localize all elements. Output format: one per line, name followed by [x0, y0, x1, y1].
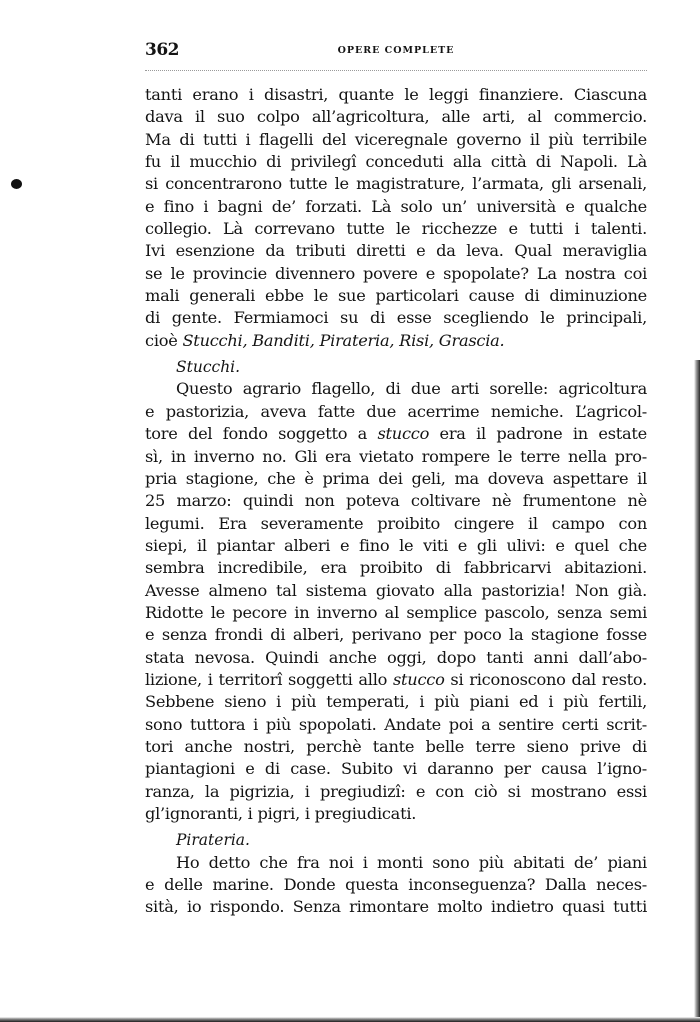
text-line: Ho detto che fra noi i monti sono più abitati de’ piani	[176, 852, 647, 872]
text-line: mali generali ebbe le sue particolari cause di diminuzione	[145, 286, 647, 306]
text-line: e senza frondi di alberi, perivano per poco la stagione fosse	[145, 625, 647, 645]
text-line: sono tuttora i più spopolati. Andate poi a sentire certi scrit-	[145, 714, 647, 734]
page-edge-shadow-right	[694, 360, 700, 1022]
text-line: stata nevosa. Quindi anche oggi, dopo tanti anni dall’abo-	[145, 647, 647, 667]
running-header	[145, 40, 647, 64]
text-line: ranza, la pigrizia, i pregiudizî: e con ciò si mostrano essi	[145, 781, 647, 801]
text-line: tanti erano i disastri, quante le leggi finanziere. Ciascuna	[145, 85, 647, 104]
text-line: tori anche nostri, perchè tante belle terre sieno prive di	[145, 736, 647, 756]
text-fragment: cioè	[145, 330, 183, 350]
text-line: Questo agrario flagello, di due arti sorelle: agricoltura	[176, 379, 647, 399]
text-line: se le provincie divennero povere e spopolate? La nostra coi	[145, 263, 647, 283]
text-line: sì, in inverno no. Gli era vietato rompere le terre nella pro-	[145, 446, 647, 466]
italic-list: Stucchi, Banditi, Pirateria, Risi, Grascia.	[182, 330, 505, 350]
section-heading-pirateria: Pirateria.	[176, 831, 250, 850]
italic-term: stucco	[377, 424, 430, 444]
text-line: dava il suo colpo all’agricoltura, alle arti, al commercio.	[145, 107, 647, 127]
italic-term: stucco	[392, 669, 445, 689]
section-pirateria	[145, 829, 647, 918]
text-line: si concentrarono tutte le magistrature, l’armata, gli arsenali,	[145, 174, 647, 194]
text-fragment: era il padrone in estate	[429, 424, 647, 444]
text-line: sembra incredibile, era proibito di fabbricarvi abitazioni.	[145, 558, 647, 578]
text-line	[145, 423, 647, 445]
text-line: sità, io rispondo. Senza rimontare molto indietro quasi tutti	[145, 897, 647, 917]
text-line: Ivi esenzione da tributi diretti e da leva. Qual meraviglia	[145, 241, 647, 261]
text-fragment: lizione, i territorî soggetti allo	[145, 669, 393, 689]
body-text	[145, 84, 647, 919]
text-line: 25 marzo: quindi non poteva coltivare nè frumentone nè	[145, 491, 647, 511]
text-line: piantagioni e di case. Subito vi daranno per causa l’igno-	[145, 759, 647, 779]
ink-blot	[11, 179, 22, 189]
text-line: Avesse almeno tal sistema giovato alla pastorizia! Non già.	[145, 580, 647, 600]
running-title: OPERE COMPLETE	[337, 45, 455, 56]
text-line: e pastorizia, aveva fatte due acerrime nemiche. L’agricol-	[145, 401, 647, 421]
text-fragment: tore del fondo soggetto a	[145, 424, 378, 444]
page-number: 362	[145, 40, 179, 60]
section-heading-stucchi: Stucchi.	[176, 358, 241, 377]
text-line: Sebbene sieno i più temperati, i più piani ed i più fertili,	[145, 692, 647, 712]
text-line: collegio. Là correvano tutte le ricchezze e tutti i talenti.	[145, 219, 647, 239]
text-fragment: si riconoscono dal resto.	[444, 669, 647, 689]
text-line: fu il mucchio di privilegî conceduti alla città di Napoli. Là	[145, 152, 647, 172]
page-edge-shadow-bottom	[0, 1017, 700, 1022]
text-line: Ma di tutti i flagelli del viceregnale governo il più terribile	[145, 129, 647, 149]
text-line: legumi. Era severamente proibito cingere il campo con	[145, 513, 647, 533]
text-line	[145, 330, 647, 352]
text-line: pria stagione, che è prima dei geli, ma doveva aspettare il	[145, 468, 647, 488]
paragraph-opening	[145, 84, 647, 352]
text-line: siepi, il piantar alberi e fino le viti e gli ulivi: e quel che	[145, 535, 647, 555]
text-line: Ridotte le pecore in inverno al semplice pascolo, senza semi	[145, 602, 647, 622]
text-line: di gente. Fermiamoci su di esse scegliendo le principali,	[145, 308, 647, 328]
text-line: e delle marine. Donde questa inconseguenza? Dalla neces-	[145, 875, 647, 895]
section-stucchi	[145, 356, 647, 825]
header-rule	[145, 70, 647, 71]
text-line: gl’ignoranti, i pigri, i pregiudicati.	[145, 804, 417, 823]
text-line: e fino i bagni de’ forzati. Là solo un’ università e qualche	[145, 196, 647, 216]
text-line	[145, 669, 647, 691]
